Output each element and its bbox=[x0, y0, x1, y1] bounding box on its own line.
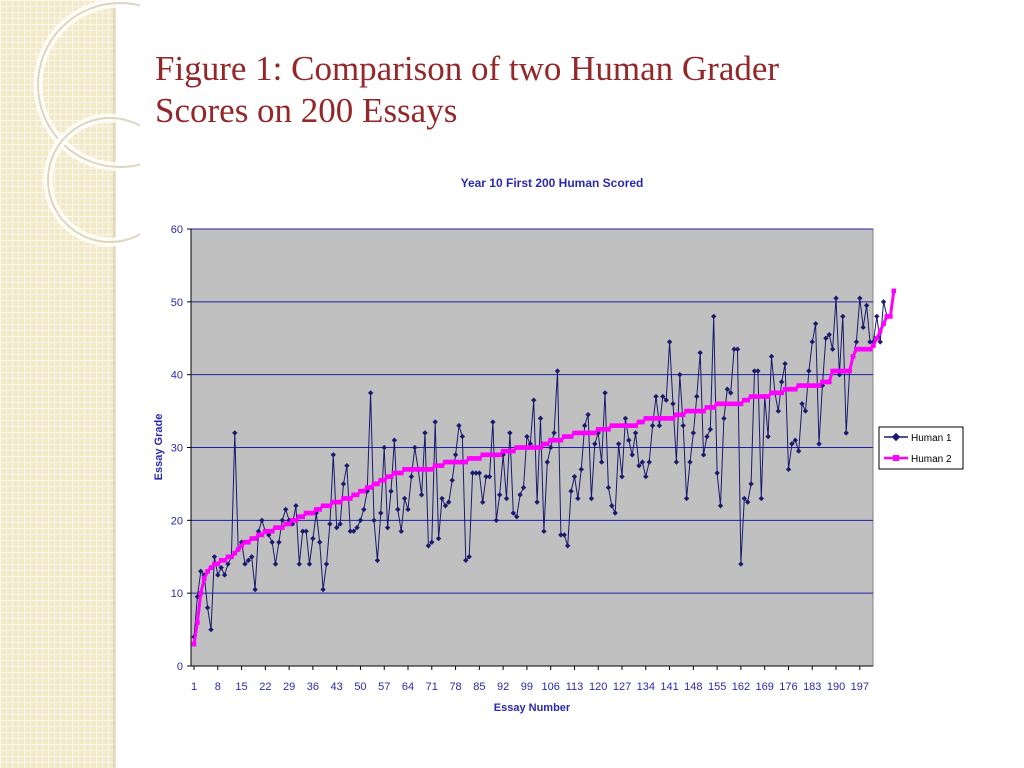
x-tick-label: 155 bbox=[707, 681, 727, 693]
y-tick-label: 30 bbox=[170, 442, 183, 455]
x-tick-label: 78 bbox=[449, 681, 462, 693]
y-tick-label: 20 bbox=[170, 515, 183, 528]
y-tick-label: 50 bbox=[170, 296, 183, 309]
x-tick-label: 85 bbox=[473, 681, 486, 693]
y-tick-label: 60 bbox=[170, 224, 183, 236]
x-tick-label: 92 bbox=[497, 681, 510, 693]
chart-title: Year 10 First 200 Human Scored bbox=[460, 176, 644, 190]
x-tick-label: 190 bbox=[826, 681, 846, 693]
y-tick-label: 10 bbox=[170, 588, 183, 601]
x-tick-label: 106 bbox=[541, 681, 560, 693]
x-tick-label: 127 bbox=[612, 681, 632, 693]
series-human2-point bbox=[847, 369, 852, 374]
x-tick-label: 169 bbox=[755, 681, 774, 693]
series-human2-point bbox=[878, 329, 883, 334]
x-axis-label: Essay Number bbox=[493, 702, 571, 714]
x-tick-label: 148 bbox=[684, 681, 703, 693]
y-axis-label: Essay Grade bbox=[153, 413, 165, 481]
y-tick-label: 0 bbox=[176, 661, 183, 673]
x-tick-label: 64 bbox=[401, 681, 415, 693]
series-human1-point bbox=[881, 299, 886, 304]
series-human2-point bbox=[851, 354, 856, 359]
x-tick-label: 1 bbox=[190, 681, 198, 693]
x-tick-label: 183 bbox=[803, 681, 822, 693]
x-tick-label: 43 bbox=[330, 681, 343, 693]
slide-title-line-1: Figure 1: Comparison of two Human Grader bbox=[155, 49, 780, 88]
x-tick-label: 99 bbox=[520, 681, 534, 693]
x-tick-label: 120 bbox=[589, 681, 608, 693]
series-human2-point bbox=[874, 336, 879, 341]
x-tick-label: 22 bbox=[259, 681, 272, 693]
series-human2-point bbox=[891, 289, 896, 294]
x-tick-label: 8 bbox=[214, 681, 221, 693]
series-human1-point bbox=[874, 314, 879, 319]
x-tick-label: 113 bbox=[565, 681, 584, 693]
x-tick-label: 197 bbox=[850, 681, 869, 693]
chart-legend bbox=[879, 427, 963, 469]
x-tick-label: 134 bbox=[636, 681, 655, 693]
legend-human1-label: Human 1 bbox=[911, 433, 952, 444]
legend-human2-label: Human 2 bbox=[911, 454, 952, 465]
series-human2-point bbox=[198, 591, 203, 596]
series-human2-point bbox=[202, 576, 207, 581]
series-human2-point bbox=[871, 343, 876, 348]
x-tick-label: 141 bbox=[660, 681, 679, 693]
x-tick-label: 15 bbox=[235, 681, 248, 693]
series-human2-point bbox=[881, 321, 886, 326]
x-tick-label: 36 bbox=[306, 681, 320, 693]
series-human2-point bbox=[888, 314, 893, 319]
x-tick-label: 71 bbox=[425, 681, 438, 693]
plot-area bbox=[171, 224, 896, 693]
series-human2-point bbox=[192, 642, 197, 647]
legend-human2-marker bbox=[893, 455, 899, 461]
y-tick-label: 40 bbox=[170, 369, 183, 382]
x-tick-label: 50 bbox=[354, 681, 367, 693]
x-tick-label: 162 bbox=[731, 681, 751, 693]
x-tick-label: 57 bbox=[378, 681, 391, 693]
slide-title-line-2: Scores on 200 Essays bbox=[155, 91, 458, 130]
x-tick-label: 176 bbox=[779, 681, 798, 693]
x-tick-label: 29 bbox=[282, 681, 296, 693]
series-human2-point bbox=[195, 620, 200, 625]
series-human2-point bbox=[827, 380, 832, 385]
